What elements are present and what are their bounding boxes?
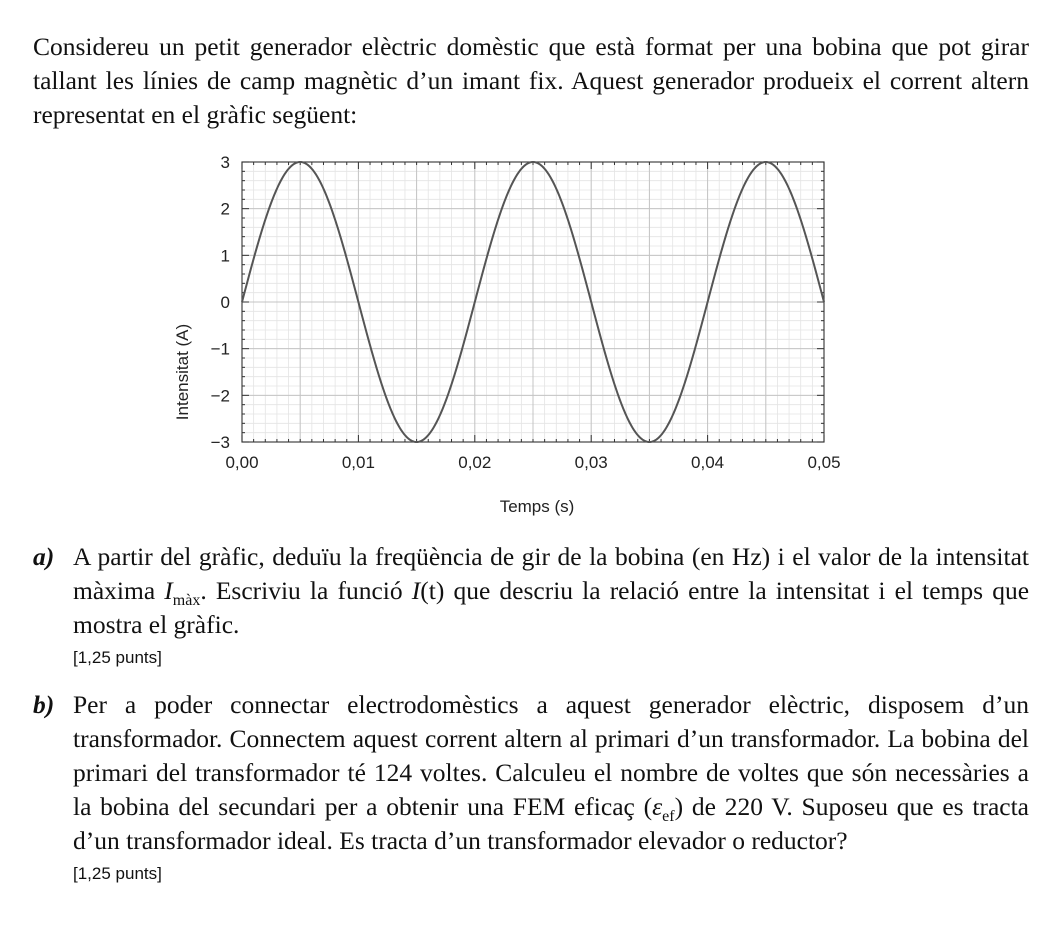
question-b-text-part-1: Per a poder connectar electrodomèstics a aquest generador elèctric, disposem d’un transformador. Connectem aquest corrent altern al primari d’un transformador. La bobina del primari del transformador té 124 voltes. Calculeu el nombre de voltes que són necessàries a la bobina del secundari per a obtenir una FEM eficaç ( (73, 690, 1029, 821)
x-tick-label: 0,05 (807, 453, 841, 472)
question-b-points: [1,25 punts] (73, 864, 162, 883)
question-a-text-part-1: A partir del gràfic, deduïu la freqüència de gir de la bobina (en Hz) i el valor de la intensitat màxima (73, 542, 1029, 605)
question-a-letter: a) (33, 542, 55, 571)
intro-paragraph: Considereu un petit generador elèctric domèstic que està format per una bobina que pot girar tallant les línies de camp magnètic d’un imant fix. Aquest generador produeix el corrent altern representat en el gràfic següent: (33, 32, 1029, 129)
chart-svg (160, 150, 850, 530)
question-a-text (73, 540, 1029, 642)
question-a-text-part-2: . Escriviu la funció (200, 576, 412, 605)
x-tick-label: 0,04 (691, 453, 725, 472)
y-tick-labels (211, 153, 230, 452)
x-axis-label: Temps (s) (499, 497, 575, 516)
function-argument: (t) (420, 576, 445, 605)
y-axis-label: Intensitat (A) (173, 323, 192, 421)
y-tick-label: −3 (210, 433, 230, 452)
x-tick-labels (225, 453, 840, 472)
y-tick-label: −1 (210, 339, 230, 359)
y-tick-label: 0 (220, 293, 230, 312)
current-vs-time-chart (160, 150, 850, 530)
emf-symbol: ε (652, 792, 663, 821)
question-b-text-part-2: ) de 220 V. Suposeu que es tracta d’un transformador ideal. Es tracta d’un transformador elevador o reductor? (73, 792, 1029, 855)
y-tick-label: −2 (210, 386, 230, 406)
question-b (33, 688, 1029, 884)
question-b-text (73, 688, 1029, 858)
question-a (33, 540, 1029, 668)
question-a-text-part-3: que descriu la relació entre la intensitat i el temps que mostra el gràfic. (73, 576, 1030, 639)
imax-subscript: màx (172, 592, 201, 609)
x-tick-label: 0,01 (341, 453, 375, 472)
y-tick-label: 1 (220, 246, 230, 266)
question-b-letter: b) (33, 690, 55, 719)
y-tick-label: 3 (220, 153, 230, 172)
imax-symbol: I (164, 576, 173, 605)
x-tick-label: 0,00 (225, 453, 259, 472)
function-symbol: I (411, 576, 421, 605)
x-tick-label: 0,03 (574, 453, 608, 472)
x-tick-label: 0,02 (458, 453, 492, 472)
y-tick-label: 2 (220, 199, 230, 219)
question-a-points: [1,25 punts] (73, 648, 162, 667)
emf-subscript: ef (662, 808, 675, 825)
